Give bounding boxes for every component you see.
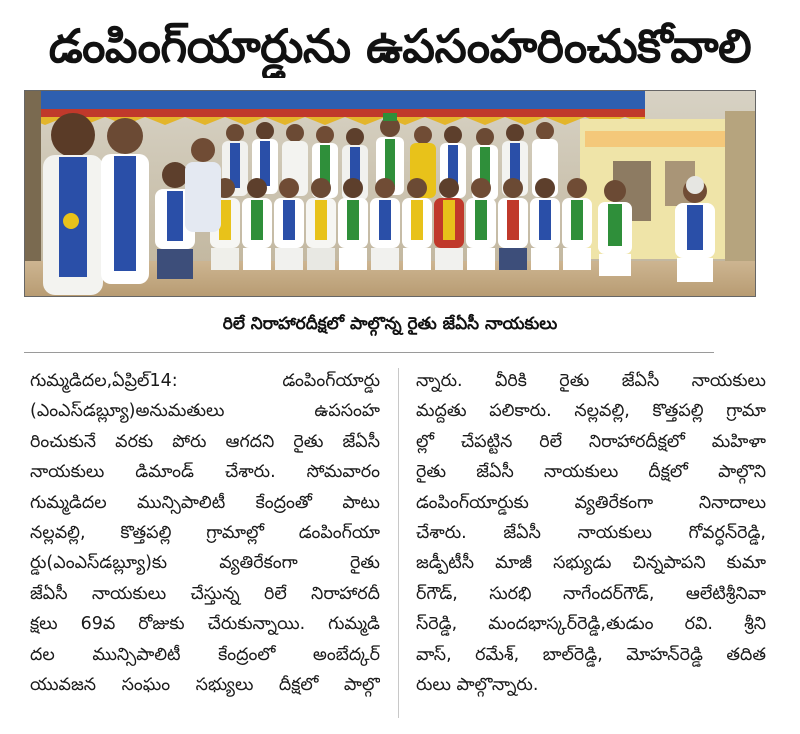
body-line: రైతు జేఏసీ నాయకులు దీక్షలో పాల్గొని (416, 462, 766, 483)
body-line: ల్లో చేపట్టిన రిలే నిరాహారదీక్షలో మహిళా (416, 431, 766, 452)
body-line: క్షలు 69వ రోజుకు చేరుకున్నాయి. గుమ్మడి (30, 614, 380, 635)
body-line: జేఏసీ నాయకులు చేస్తున్న రిలే నిరాహారదీ (30, 583, 380, 604)
body-line: చేశారు. జేఏసీ నాయకులు గోవర్ధన్‌రెడ్డి, (416, 522, 766, 543)
article-headline: డంపింగ్‌యార్డును ఉపసంహరించుకోవాలి (48, 19, 752, 73)
body-line: గుమ్మడిదల,ఏప్రిల్‌14: డంపింగ్‌యార్డు (30, 371, 380, 391)
body-line: గుమ్మడిదల మున్సిపాలిటీ కేంద్రంతో పాటు (30, 492, 380, 513)
body-line: జడ్పీటీసీ మాజీ సభ్యుడు చిన్నపాపని కుమా (416, 553, 766, 574)
body-line: రించుకునే వరకు పోరు ఆగదని రైతు జేఏసీ (30, 431, 380, 452)
caption-divider (24, 352, 714, 353)
photo-caption: రిలే నిరాహారదీక్షలో పాల్గొన్న రైతు జేఏసీ నాయకులు (222, 314, 558, 334)
body-line: డంపింగ్‌యార్డుకు వ్యతిరేకంగా నినాదాలు (416, 492, 766, 513)
body-line: మద్దతు పలికారు. నల్లవల్లి, కొత్తపల్లి గ్రామా (416, 401, 766, 422)
body-line: యువజన సంఘం సభ్యులు దీక్షలో పాల్గొ (30, 674, 380, 695)
body-line: ర్‌గౌడ్‌, సురభి నాగేందర్‌గౌడ్‌, ఆలేటిశ్రీనివా (416, 583, 766, 604)
body-line: రులు పాల్గొన్నారు. (416, 674, 539, 695)
column-divider (398, 368, 399, 718)
body-line: నాయకులు డిమాండ్‌ చేశారు. సోమవారం (30, 462, 380, 483)
body-line: ర్డు(ఎంఎస్‌డబ్ల్యూ)కు వ్యతిరేకంగా రైతు (30, 553, 380, 574)
body-line: స్‌రెడ్డి, మందభాస్కర్‌రెడ్డి,తుడుం రవి. శ్రీని (416, 614, 766, 635)
article-body-right-column (416, 366, 766, 700)
body-line: నల్లవల్లి, కొత్తపల్లి గ్రామాల్లో డంపింగ్‌యా (30, 522, 380, 543)
body-line: న్నారు. వీరికి రైతు జేఏసీ నాయకులు (416, 371, 766, 391)
body-line: దల మున్సిపాలిటీ కేంద్రంలో అంబేద్కర్‌ (30, 644, 380, 665)
body-line: (ఎంఎస్‌డబ్ల్యూ)అనుమతులు ఉపసంహ (30, 401, 380, 422)
article-body-left-column (30, 366, 380, 700)
article-photo (24, 90, 756, 297)
body-line: వాస్‌, రమేశ్‌, బాల్‌రెడ్డి, మోహన్‌రెడ్డి తదిత (416, 644, 766, 665)
